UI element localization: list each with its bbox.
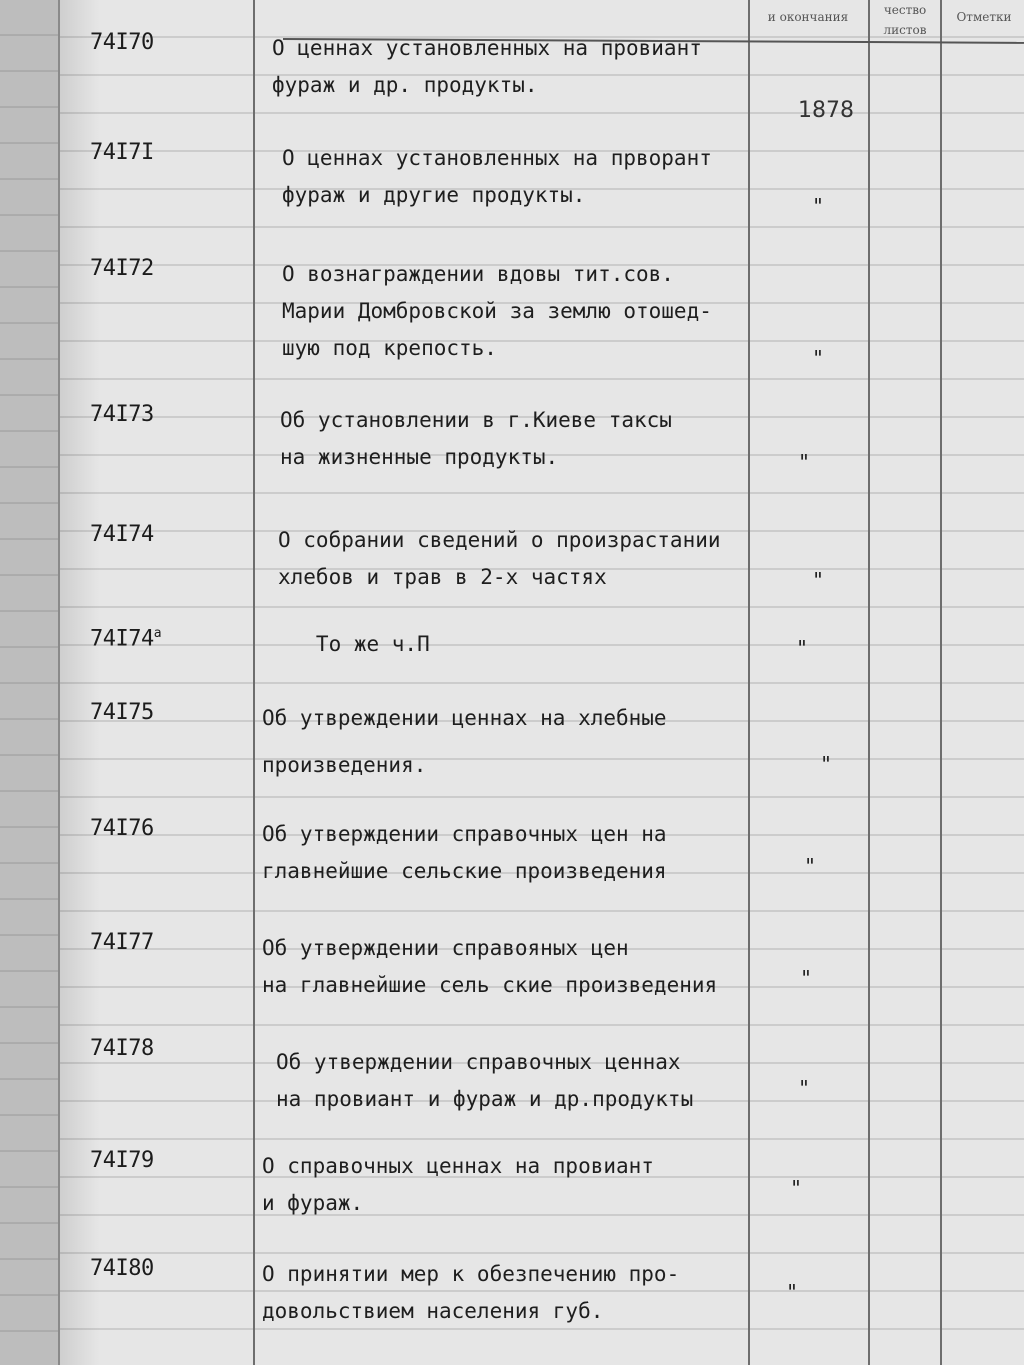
entry-title-line: Об утвреждении ценнах на хлебные (262, 706, 667, 730)
entry-number-text: 74I74 (90, 626, 154, 652)
binder-spine (0, 0, 60, 1365)
entry-date-ditto: " (800, 966, 813, 990)
entry-number: 74I74 (90, 522, 154, 547)
entry-number: 74I78 (90, 1036, 154, 1061)
entry-number: 74I7I (90, 140, 154, 165)
entry-title (282, 140, 712, 214)
entry-title-line: довольствием населения губ. (262, 1299, 604, 1323)
entry-number: 74I73 (90, 402, 154, 427)
entry-date-ditto: " (804, 854, 817, 878)
entry-date-ditto: " (786, 1280, 799, 1304)
entry-title (278, 522, 721, 596)
entry-title-line: О ценнах установленных на провиант (272, 36, 702, 60)
entry-date-ditto: " (812, 194, 825, 218)
entry-title-line: хлебов и трав в 2-х частях (278, 565, 607, 589)
entry-title (272, 30, 702, 104)
entry-title (262, 1256, 679, 1330)
entry-title-line: О собрании сведений о произрастании (278, 528, 721, 552)
entry-title-line: на провиант и фураж и др.продукты (276, 1087, 694, 1111)
entry-date-ditto: " (798, 450, 811, 474)
entry-number: 74I80 (90, 1256, 154, 1281)
column-divider-count (940, 0, 942, 1365)
entry-title-line: Об утверждении справочных цен на (262, 822, 667, 846)
entry-title-line: Об установлении в г.Киеве таксы (280, 408, 672, 432)
entry-number: 74I75 (90, 700, 154, 725)
entry-title (262, 816, 667, 890)
header-count (872, 0, 938, 40)
entry-number: 74I76 (90, 816, 154, 841)
entry-date-ditto: " (820, 752, 833, 776)
entry-title (280, 402, 672, 476)
entry-title-line: О ценнах установленных на прворант (282, 146, 712, 170)
entry-title-line: и фураж. (262, 1191, 364, 1215)
entry-title-line: О принятии мер к обезпечению про- (262, 1262, 680, 1286)
entry-number (90, 626, 161, 651)
column-divider-number (253, 0, 255, 1365)
entry-title-line: на главнейшие сель ские произведения (262, 973, 718, 997)
entry-title (276, 1044, 693, 1118)
header-count-line1: чество (883, 3, 927, 17)
entry-number-suffix: а (153, 626, 162, 641)
entry-title (282, 256, 712, 367)
entry-date-ditto: " (798, 1076, 811, 1100)
column-divider-title (748, 0, 750, 1365)
header-dates: и окончания (767, 10, 849, 24)
entry-date-ditto: " (812, 568, 825, 592)
header-count-line2: листов (883, 23, 927, 37)
entry-title (262, 1148, 654, 1222)
entry-title-line: Марии Домбровской за землю отошед- (282, 299, 712, 323)
entry-date-ditto: " (812, 346, 825, 370)
entry-title-line: фураж и другие продукты. (282, 183, 586, 207)
entry-date-ditto: " (790, 1176, 803, 1200)
entry-title-line: фураж и др. продукты. (272, 73, 538, 97)
entry-number: 74I72 (90, 256, 154, 281)
entry-date-ditto: " (796, 636, 809, 660)
entry-title-line: произведения. (262, 753, 427, 777)
entry-title-line: Об утверждении справояных цен (262, 936, 629, 960)
entry-title (262, 930, 717, 1004)
entry-title (278, 626, 430, 663)
entry-title-line: То же ч.П (278, 632, 430, 656)
entry-title (262, 700, 667, 784)
entry-title-line: О справочных ценнах на провиант (262, 1154, 654, 1178)
entry-title-line: главнейшие сельские произведения (262, 859, 667, 883)
ledger-page (60, 0, 1024, 1365)
entry-title-line: Об утверждении справочных ценнах (276, 1050, 681, 1074)
entry-date: 1878 (798, 98, 854, 123)
entry-title-line: шую под крепость. (282, 336, 497, 360)
header-notes: Отметки (956, 10, 1012, 24)
entry-title-line: О вознаграждении вдовы тит.сов. (282, 262, 674, 286)
entry-number: 74I79 (90, 1148, 154, 1173)
entry-number: 74I77 (90, 930, 154, 955)
entry-title-line: на жизненные продукты. (280, 445, 559, 469)
entry-number: 74I70 (90, 30, 154, 55)
column-divider-dates (868, 0, 870, 1365)
